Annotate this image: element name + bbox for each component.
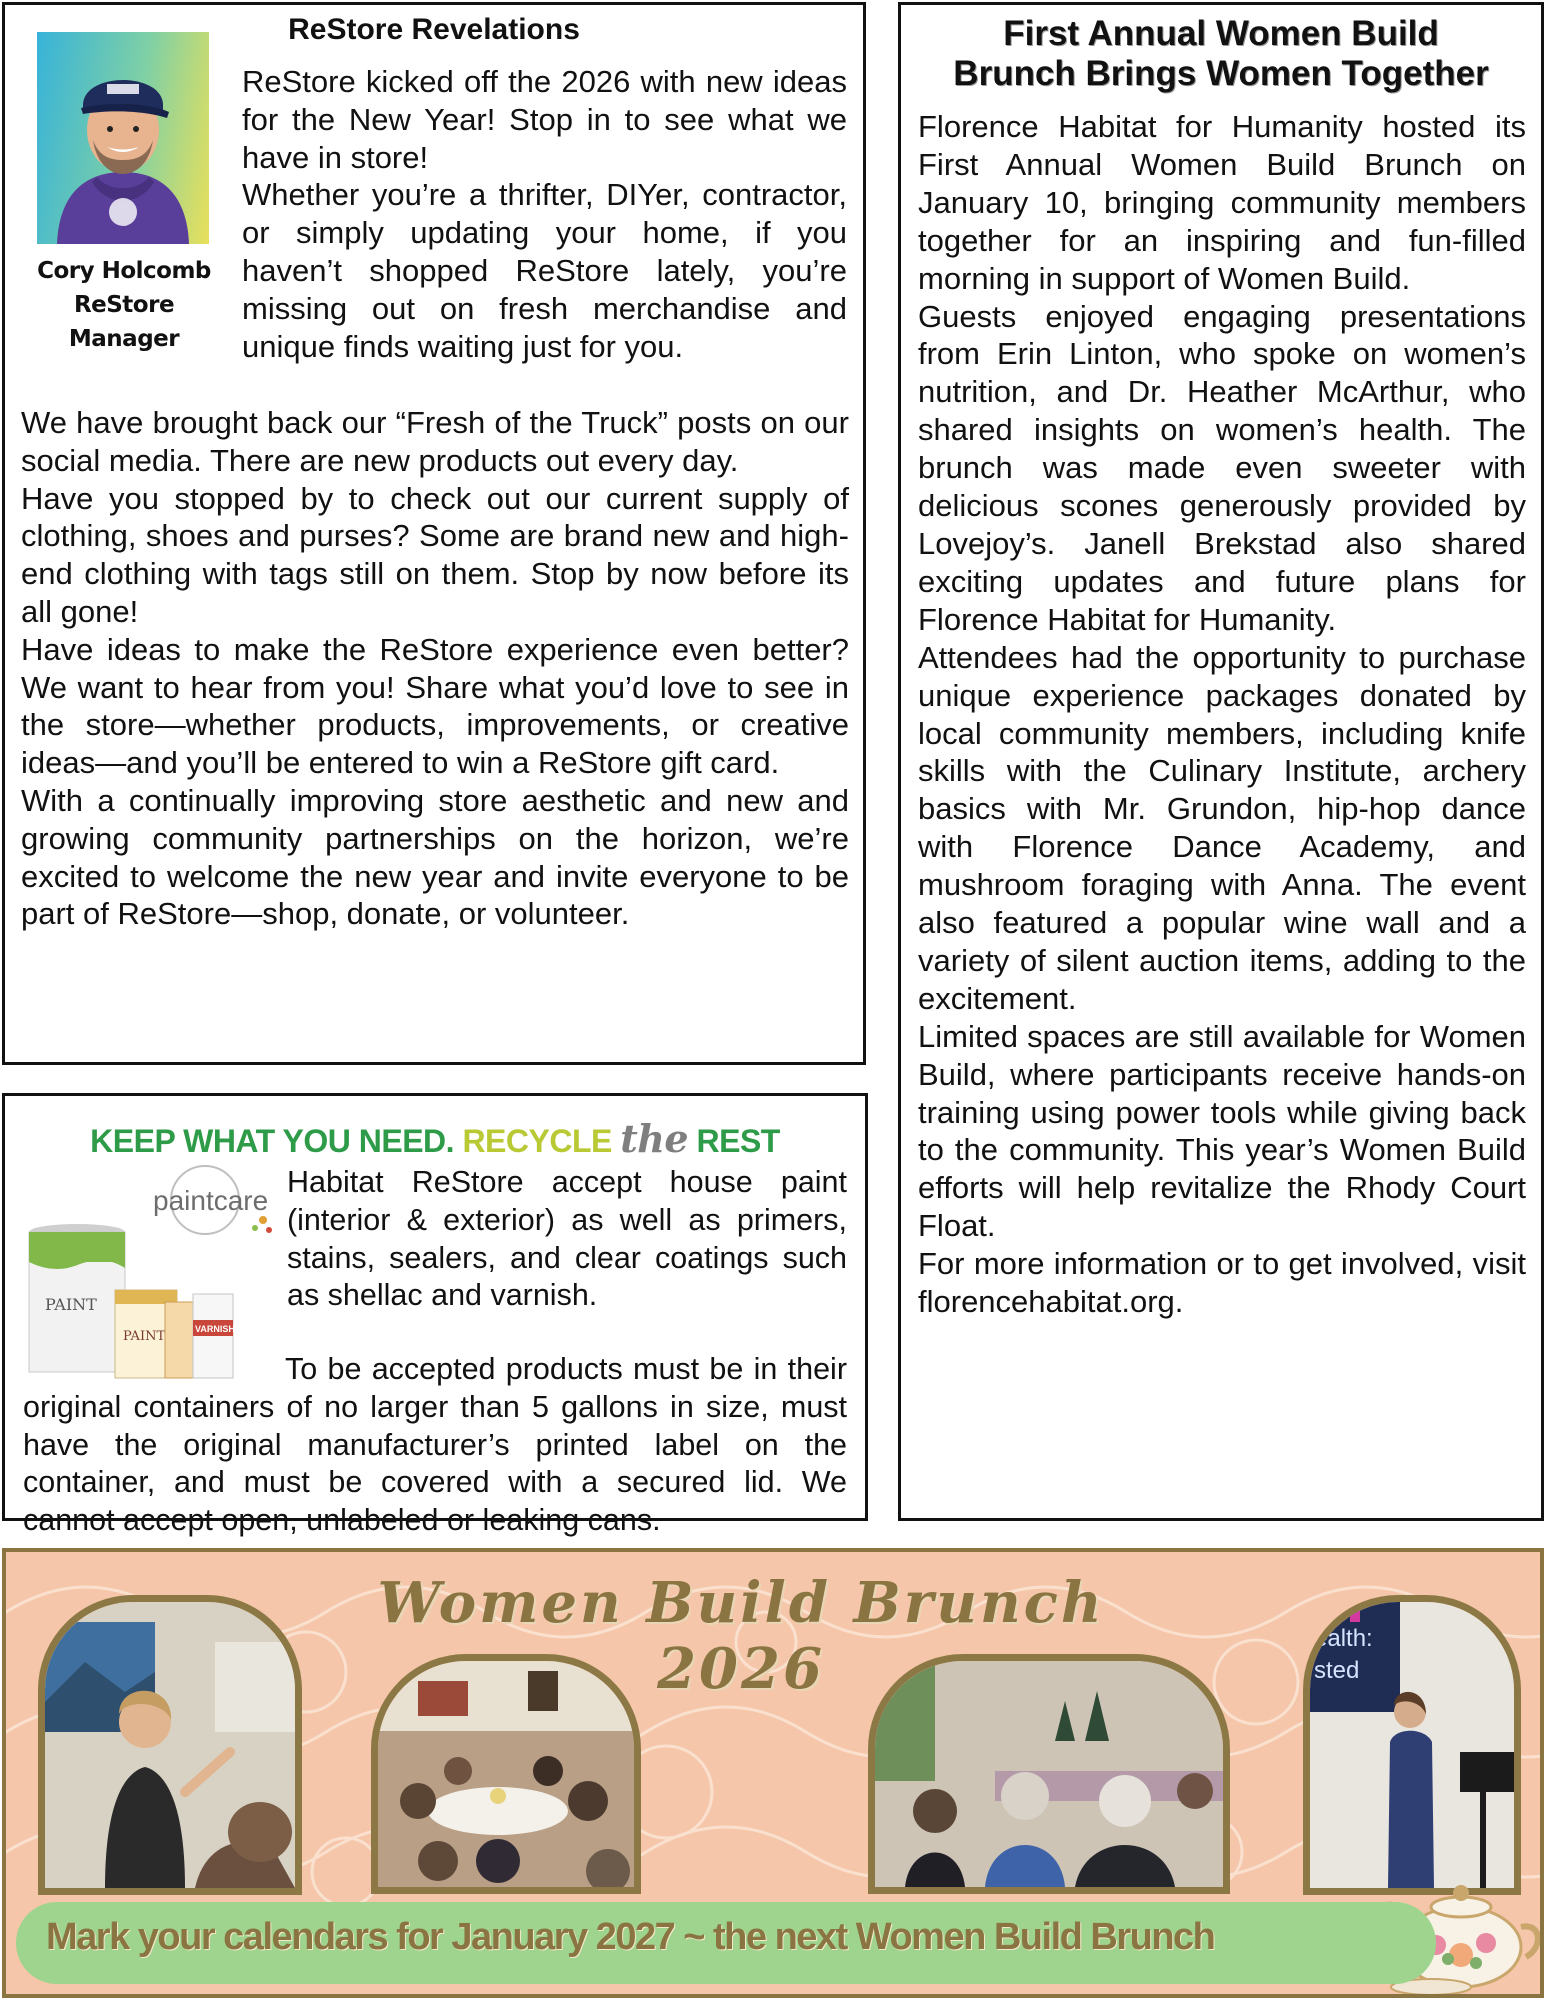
paintcare-logo-text: paintcare (153, 1185, 269, 1216)
brunch-article (898, 2, 1544, 1521)
screen-text-line2: sted (1314, 1657, 1360, 1684)
brunch-paragraph: For more information or to get involved, visit florencehabitat.org. (918, 1246, 1526, 1320)
restore-revelations-article (2, 2, 866, 1065)
restore-body (21, 404, 849, 933)
calendar-reminder-strip (16, 1902, 1436, 1984)
photo-brunch-tables (371, 1654, 641, 1894)
brunch-title-line1: First Annual Women Build (1003, 14, 1439, 53)
banner-title: Women Build Brunch 2026 (377, 1570, 1105, 1702)
paint-can-label: PAINT (45, 1295, 97, 1314)
restore-intro (242, 63, 847, 365)
brunch-paragraph: Florence Habitat for Humanity hosted its First Annual Women Build Brunch on January 10, bringing community members together for an inspiring and fun-filled morning in support of Women Build. (918, 109, 1526, 296)
photo-attendees-seated (868, 1654, 1230, 1894)
screen-text-line1: ealth: (1314, 1625, 1373, 1652)
paint-rest-text: To be accepted products must be in their original containers of no larger than 5 gallons in size, must have the original manufacturer’s printed label on the container, and must be covered with a secured lid. We cannot accept open, unlabeled or leaking cans. (23, 1352, 847, 1538)
paintcare-article (2, 1093, 868, 1538)
restore-intro-paragraph: ReStore kicked off the 2026 with new ideas for the New Year! Stop in to see what we have in store! (242, 64, 847, 175)
brunch-title-line2: Brunch Brings Women Together (953, 54, 1489, 93)
brunch-title (901, 14, 1541, 94)
photo-speaker-presenting (38, 1595, 302, 1895)
event-banner (2, 1548, 1544, 1998)
manager-name: Cory Holcomb (37, 258, 211, 284)
headline-part-recycle: RECYCLE (462, 1123, 612, 1159)
headline-part-the: the (620, 1116, 689, 1161)
brunch-paragraph: Guests enjoyed engaging presentations from Erin Linton, who spoke on women’s nutrition, and Dr. Heather McArthur, who shared insights on women’s health. The brunch was made even sweeter with delicious scones generously provided by Lovejoy’s. Janell Brekstad also shared exciting updates and future plans for Florence Habitat for Humanity. (918, 298, 1526, 637)
brunch-paragraph: Limited spaces are still available for Women Build, where participants receive hands-on training using power tools while giving back to the community. This year’s Women Build efforts will help revitalize the Rhody Court Float. (918, 1018, 1526, 1244)
headline-part-rest: REST (696, 1123, 780, 1159)
restore-paragraph: With a continually improving store aesthetic and new and growing community partnerships on the horizon, we’re excited to welcome the new year and invite everyone to be part of ReStore—shop, donate, or volunteer. (21, 782, 849, 932)
paint-can-label-2: PAINT (123, 1329, 166, 1344)
manager-role-line1: ReStore (73, 292, 175, 318)
manager-photo (37, 32, 209, 244)
restore-paragraph: We have brought back our “Fresh of the Truck” posts on our social media. There are new products out every day. (21, 405, 849, 478)
calendar-reminder-text: Mark your calendars for January 2027 ~ the next Women Build Brunch (46, 1916, 1215, 1958)
brunch-paragraph: Attendees had the opportunity to purchase unique experience packages donated by local community members, including knife skills with the Culinary Institute, archery basics with Mr. Grundon, hip-hop dance with Florence Dance Academy, and mushroom foraging with Anna. The event also featured a popular wine wall and a variety of silent auction items, adding to the excitement. (918, 639, 1526, 1016)
restore-title: ReStore Revelations (288, 13, 580, 46)
brunch-body (918, 108, 1526, 1321)
restore-intro-paragraph: Whether you’re a thrifter, DIYer, contractor, or simply updating your home, if you haven’t shopped ReStore lately, you’re missing out on fresh merchandise and unique finds waiting just for you. (242, 177, 847, 364)
headline-part-keep: KEEP WHAT YOU NEED. (90, 1123, 455, 1159)
paint-headline (5, 1116, 865, 1161)
manager-role-line2: Manager (68, 326, 180, 352)
paint-rest-paragraph (23, 1351, 847, 1540)
restore-paragraph: Have you stopped by to check out our current supply of clothing, shoes and purses? Some are brand new and high-end clothing with tags still on them. Stop by now before its all gone! (21, 480, 849, 629)
manager-caption (19, 254, 229, 356)
restore-paragraph: Have ideas to make the ReStore experience even better? We want to hear from you! Share what you’d love to see in the store—whether products, improvements, or creative ideas—and you’ll be entered to win a ReStore gift card. (21, 631, 849, 781)
paint-lead-paragraph: Habitat ReStore accept house paint (interior & exterior) as well as primers, stains, sealers, and clear coatings such as shellac and varnish. (287, 1165, 847, 1313)
paint-can-label-3: VARNISH (195, 1324, 235, 1334)
